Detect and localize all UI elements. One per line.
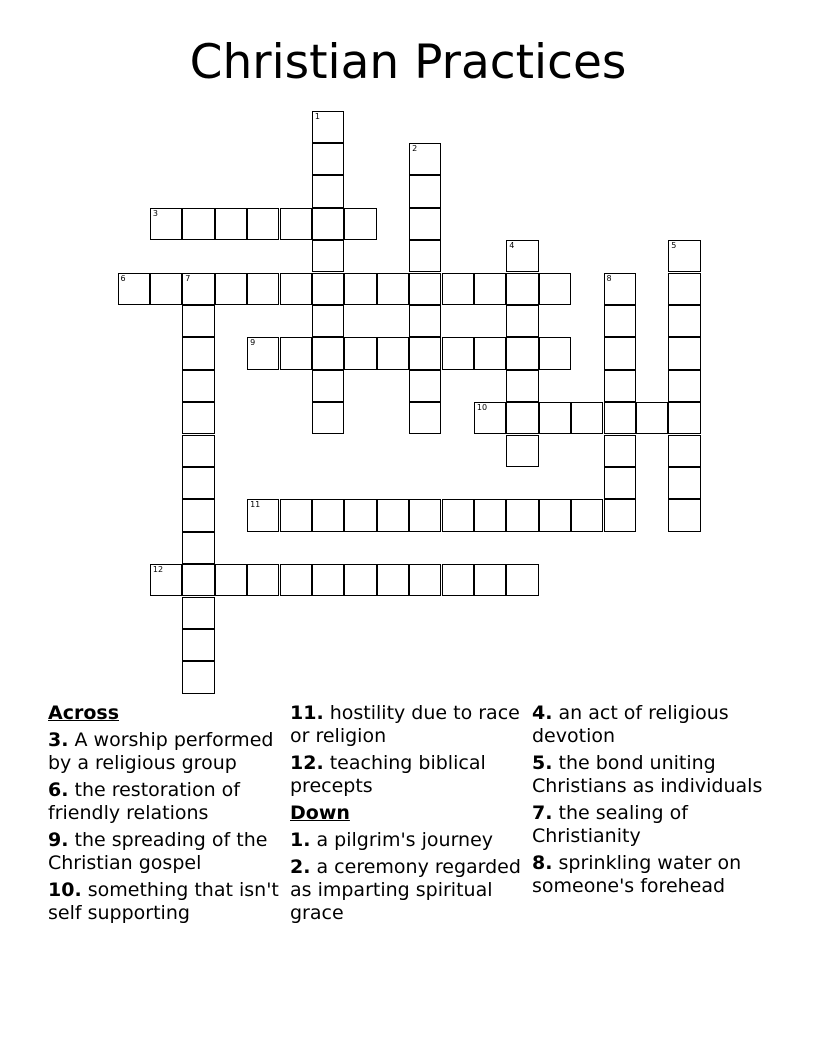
clue-number: 3. [48,729,69,751]
grid-cell[interactable] [474,273,506,305]
clue-number: 1. [290,829,311,851]
cell-number: 5 [671,241,677,251]
grid-cell[interactable] [604,435,636,467]
cell-number: 1 [314,111,320,121]
grid-cell[interactable] [280,337,312,369]
grid-cell[interactable] [604,305,636,337]
grid-cell[interactable] [604,370,636,402]
clue-text: the restoration of friendly relations [48,779,240,824]
clue-number: 8. [532,852,553,874]
grid-cell[interactable] [182,337,214,369]
grid-cell[interactable] [150,564,182,596]
grid-cell[interactable] [506,370,538,402]
grid-cell[interactable] [182,564,214,596]
cell-number: 3 [152,208,158,218]
clue-number: 9. [48,829,69,851]
cell-number: 11 [250,500,261,510]
clue-across-6 [48,779,284,825]
grid-cell[interactable] [539,273,571,305]
grid-cell[interactable] [409,370,441,402]
clue-down-5 [532,752,768,798]
cell-number: 7 [185,273,191,283]
grid-cell[interactable] [506,273,538,305]
grid-cell[interactable] [150,273,182,305]
grid-cell[interactable] [506,402,538,434]
grid-cell[interactable] [506,499,538,531]
grid-cell[interactable] [344,564,376,596]
cell-number: 10 [476,403,488,413]
cell-number: 9 [250,338,256,348]
grid-cell[interactable] [409,564,441,596]
grid-cell[interactable] [668,305,700,337]
grid-cell[interactable] [506,435,538,467]
clue-text: an act of religious devotion [532,702,729,747]
grid-cell[interactable] [377,499,409,531]
clue-text: A worship performed by a religious group [48,729,274,774]
grid-cell[interactable] [604,467,636,499]
grid-cell[interactable] [247,337,279,369]
grid-cell[interactable] [344,273,376,305]
clue-text: hostility due to race or religion [290,702,520,747]
grid-cell[interactable] [215,273,247,305]
grid-cell[interactable] [182,370,214,402]
grid-cell[interactable] [312,175,344,207]
clues-column-1 [48,702,284,929]
grid-cell[interactable] [280,499,312,531]
grid-cell[interactable] [118,273,150,305]
clue-text: sprinkling water on someone's forehead [532,852,742,897]
clue-across-10 [48,879,284,925]
grid-cell[interactable] [182,273,214,305]
down-heading: Down [290,802,350,824]
clue-number: 11. [290,702,324,724]
grid-cell[interactable] [312,337,344,369]
grid-cell[interactable] [182,435,214,467]
grid-cell[interactable] [182,305,214,337]
grid-cell[interactable] [604,273,636,305]
grid-cell[interactable] [280,273,312,305]
grid-cell[interactable] [474,564,506,596]
grid-cell[interactable] [442,564,474,596]
grid-cell[interactable] [312,564,344,596]
grid-cell[interactable] [539,402,571,434]
clue-text: the sealing of Christianity [532,802,688,847]
grid-cell[interactable] [312,240,344,272]
grid-cell[interactable] [377,273,409,305]
clue-text: the bond uniting Christians as individuals [532,752,763,797]
grid-cell[interactable] [668,240,700,272]
grid-cell[interactable] [474,402,506,434]
clue-across-11 [290,702,526,748]
grid-cell[interactable] [409,499,441,531]
clue-down-2 [290,856,526,925]
clue-down-1 [290,829,526,852]
grid-cell[interactable] [474,337,506,369]
grid-cell[interactable] [280,208,312,240]
grid-cell[interactable] [312,370,344,402]
grid-cell[interactable] [312,499,344,531]
grid-cell[interactable] [442,273,474,305]
grid-cell[interactable] [182,467,214,499]
grid-cell[interactable] [539,337,571,369]
grid-cell[interactable] [280,564,312,596]
clue-down-4 [532,702,768,748]
grid-cell[interactable] [215,564,247,596]
cell-number: 12 [152,565,164,575]
clues-column-3 [532,702,768,902]
grid-cell[interactable] [312,273,344,305]
grid-cell[interactable] [668,337,700,369]
clue-across-3 [48,729,284,775]
clue-number: 7. [532,802,553,824]
grid-cell[interactable] [312,402,344,434]
grid-cell[interactable] [668,402,700,434]
grid-cell[interactable] [636,402,668,434]
grid-cell[interactable] [442,499,474,531]
clue-number: 4. [532,702,553,724]
grid-cell[interactable] [506,564,538,596]
clue-number: 5. [532,752,553,774]
clue-across-12 [290,752,526,798]
clue-number: 2. [290,856,311,878]
grid-cell[interactable] [182,402,214,434]
grid-cell[interactable] [182,629,214,661]
grid-cell[interactable] [409,175,441,207]
clue-number: 12. [290,752,324,774]
grid-cell[interactable] [377,337,409,369]
grid-cell[interactable] [377,564,409,596]
clue-across-9 [48,829,284,875]
cell-number: 2 [412,143,418,153]
cell-number: 4 [509,241,515,251]
grid-cell[interactable] [409,240,441,272]
grid-cell[interactable] [182,208,214,240]
grid-cell[interactable] [247,208,279,240]
across-heading: Across [48,702,120,724]
grid-cell[interactable] [571,499,603,531]
grid-cell[interactable] [312,143,344,175]
grid-cell[interactable] [668,370,700,402]
grid-cell[interactable] [215,208,247,240]
clue-number: 6. [48,779,69,801]
grid-cell[interactable] [604,337,636,369]
grid-cell[interactable] [668,435,700,467]
clues-column-2 [290,702,526,929]
grid-cell[interactable] [409,402,441,434]
grid-cell[interactable] [182,661,214,693]
grid-cell[interactable] [312,111,344,143]
cell-number: 8 [606,273,612,283]
grid-cell[interactable] [571,402,603,434]
grid-cell[interactable] [409,143,441,175]
grid-cell[interactable] [668,499,700,531]
clue-text: a ceremony regarded as imparting spiritual grace [290,856,521,924]
clue-text: teaching biblical precepts [290,752,486,797]
grid-cell[interactable] [247,564,279,596]
clue-text: the spreading of the Christian gospel [48,829,268,874]
grid-cell[interactable] [442,337,474,369]
grid-cell[interactable] [344,208,376,240]
grid-cell[interactable] [344,499,376,531]
grid-cell[interactable] [409,337,441,369]
grid-cell[interactable] [182,597,214,629]
grid-cell[interactable] [668,273,700,305]
clue-text: a pilgrim's journey [316,829,494,851]
clue-number: 10. [48,879,82,901]
grid-cell[interactable] [409,208,441,240]
grid-cell[interactable] [182,532,214,564]
clue-text: something that isn't self supporting [48,879,279,924]
grid-cell[interactable] [506,305,538,337]
grid-cell[interactable] [247,273,279,305]
clue-down-7 [532,802,768,848]
grid-cell[interactable] [409,305,441,337]
grid-cell[interactable] [604,402,636,434]
puzzle-title: Christian Practices [189,35,627,90]
grid-cell[interactable] [474,499,506,531]
grid-cell[interactable] [312,208,344,240]
clue-down-8 [532,852,768,898]
grid-cell[interactable] [182,499,214,531]
grid-cell[interactable] [409,273,441,305]
grid-cell[interactable] [506,240,538,272]
grid-cell[interactable] [604,499,636,531]
grid-cell[interactable] [344,337,376,369]
grid-cell[interactable] [539,499,571,531]
cell-number: 6 [120,273,126,283]
grid-cell[interactable] [668,467,700,499]
grid-cell[interactable] [312,305,344,337]
grid-cell[interactable] [506,337,538,369]
grid-cell[interactable] [247,499,279,531]
grid-cell[interactable] [150,208,182,240]
